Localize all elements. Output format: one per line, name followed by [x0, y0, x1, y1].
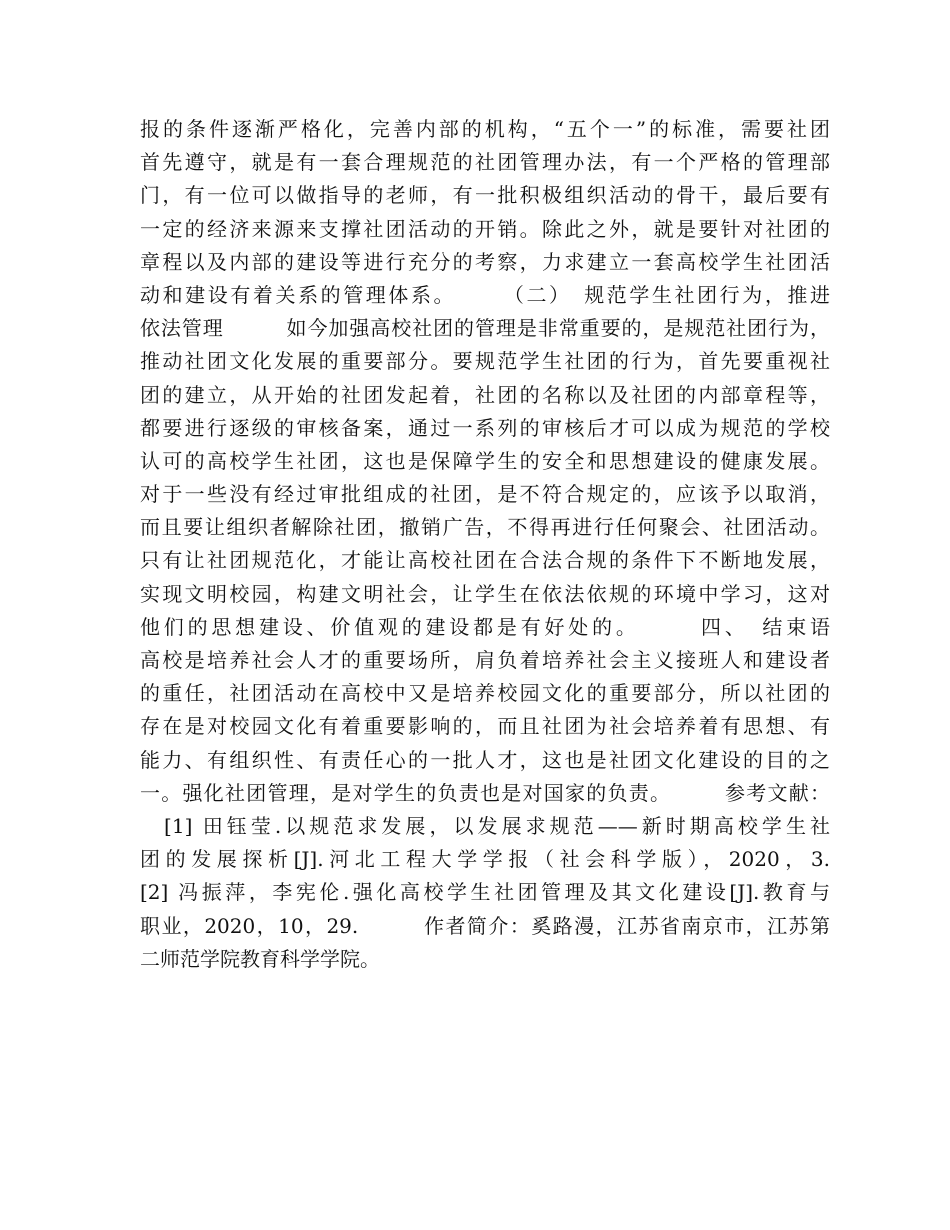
text-line: 高校是培养社会人才的重要场所，肩负着培养社会主义接班人和建设者	[140, 648, 830, 672]
text-line: 团的建立，从开始的社团发起着，社团的名称以及社团的内部章程等，	[140, 382, 830, 407]
text-line: 都要进行逐级的审核备案，通过一系列的审核后才可以成为规范的学校	[140, 415, 830, 440]
text-line: 只有让社团规范化，才能让高校社团在合法合规的条件下不断地发展，	[140, 548, 830, 573]
text-line: 对于一些没有经过审批组成的社团，是不符合规定的，应该予以取消，	[140, 482, 830, 507]
text-line: 一。强化社团管理，是对学生的负责也是对国家的负责。 参考文献：	[140, 780, 830, 805]
reference-line: [1] 田钰莹.以规范求发展，以发展求规范——新时期高校学生社	[140, 813, 830, 838]
text-line: 实现文明校园，构建文明社会，让学生在依法依规的环境中学习，这对	[140, 581, 830, 606]
text-line: 依法管理 如今加强高校社团的管理是非常重要的，是规范社团行为，	[140, 316, 830, 341]
text-line: 首先遵守，就是有一套合理规范的社团管理办法，有一个严格的管理部	[140, 150, 830, 175]
text-line: 推动社团文化发展的重要部分。要规范学生社团的行为，首先要重视社	[140, 349, 830, 374]
text-line: 章程以及内部的建设等进行充分的考察，力求建立一套高校学生社团活	[140, 249, 830, 274]
text-line: 存在是对校园文化有着重要影响的，而且社团为社会培养着有思想、有	[140, 714, 830, 739]
reference-line: [2] 冯振萍，李宪伦.强化高校学生社团管理及其文化建设[J].教育与	[140, 880, 830, 905]
text-line: 的重任，社团活动在高校中又是培养校园文化的重要部分，所以社团的	[140, 681, 830, 706]
text-line: 认可的高校学生社团，这也是保障学生的安全和思想建设的健康发展。	[140, 448, 830, 473]
author-line: 职业，2020，10，29. 作者简介：奚路漫，江苏省南京市，江苏第	[140, 913, 830, 938]
text-line: 报的条件逐渐严格化，完善内部的机构，“五个一”的标准，需要社团	[140, 117, 830, 141]
reference-line: 团的发展探析[J].河北工程大学学报（社会科学版），2020，3.	[140, 847, 830, 872]
text-line: 他们的思想建设、价值观的建设都是有好处的。 四、 结束语	[140, 614, 830, 639]
author-line: 二师范学院教育科学学院。	[140, 946, 380, 971]
document-body	[140, 113, 830, 976]
text-line: 门，有一位可以做指导的老师，有一批积极组织活动的骨干，最后要有	[140, 183, 830, 208]
text-line: 能力、有组织性、有责任心的一批人才，这也是社团文化建设的目的之	[140, 747, 830, 772]
text-line: 动和建设有着关系的管理体系。 （二） 规范学生社团行为，推进	[140, 282, 830, 307]
text-line: 而且要让组织者解除社团，撤销广告，不得再进行任何聚会、社团活动。	[140, 515, 830, 540]
text-line: 一定的经济来源来支撑社团活动的开销。除此之外，就是要针对社团的	[140, 216, 830, 241]
